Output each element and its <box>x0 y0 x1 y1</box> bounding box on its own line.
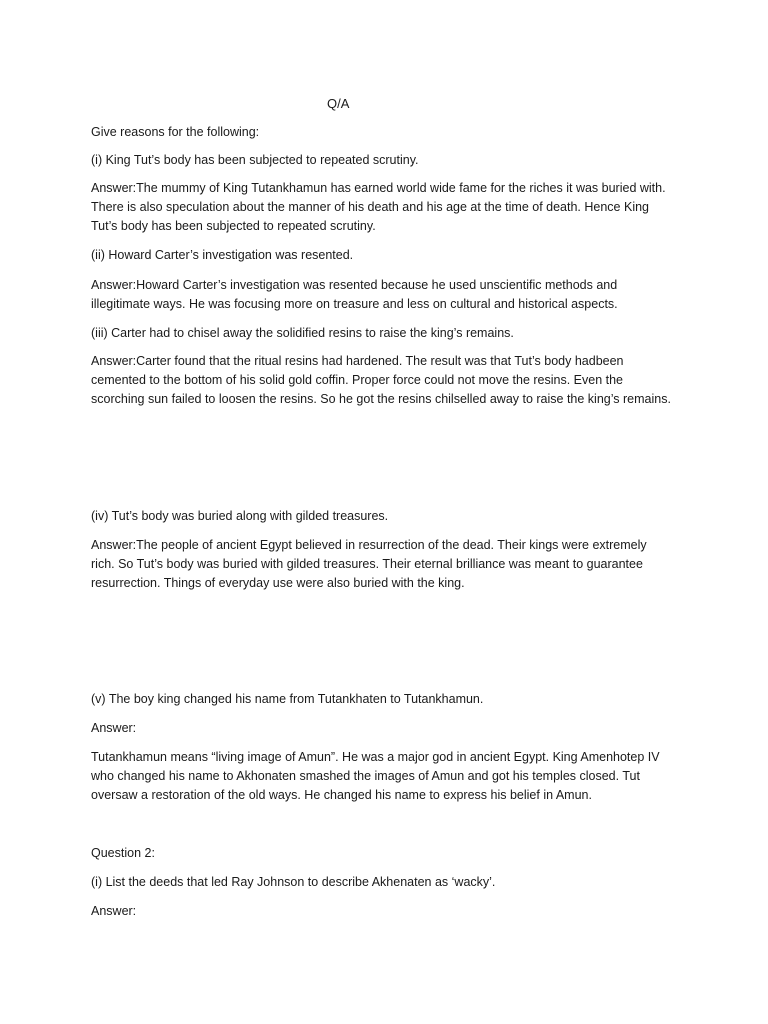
page-title: Q/A <box>327 96 350 111</box>
answer-2-line: Answer:Howard Carter’s investigation was resented because he used unscientific methods and <box>91 278 618 292</box>
question-2-heading: Question 2: <box>91 846 155 860</box>
answer-5-line: oversaw a restoration of the old ways. He changed his name to express his belief in Amun. <box>91 788 592 802</box>
question-1: (i) King Tut’s body has been subjected to repeated scrutiny. <box>91 153 419 167</box>
answer-3-line: scorching sun failed to loosen the resins. So he got the resins chilselled away to raise the king’s remains. <box>91 392 671 406</box>
answer-1 <box>91 179 691 236</box>
question-4: (iv) Tut’s body was buried along with gilded treasures. <box>91 509 389 523</box>
answer-2-line: illegitimate ways. He was focusing more on treasure and less on cultural and historical aspects. <box>91 297 618 311</box>
intro-text: Give reasons for the following: <box>91 125 260 139</box>
answer-1-line: Answer:The mummy of King Tutankhamun has earned world wide fame for the riches it was buried with. <box>91 181 666 195</box>
answer-5-line: Tutankhamun means “living image of Amun”. He was a major god in ancient Egypt. King Amenhotep IV <box>91 750 660 764</box>
answer-3-line: cemented to the bottom of his solid gold coffin. Proper force could not move the resins. Even the <box>91 373 624 387</box>
answer-3-line: Answer:Carter found that the ritual resins had hardened. The result was that Tut’s body hadbeen <box>91 354 624 368</box>
answer-4 <box>91 536 691 593</box>
answer-1-line: Tut’s body has been subjected to repeated scrutiny. <box>91 219 376 233</box>
question-2-item-1-answer-label: Answer: <box>91 904 137 918</box>
answer-4-line: resurrection. Things of everyday use were also buried with the king. <box>91 576 465 590</box>
answer-5-label: Answer: <box>91 721 137 735</box>
answer-2 <box>91 276 691 314</box>
answer-4-line: Answer:The people of ancient Egypt believed in resurrection of the dead. Their kings were extremely <box>91 538 647 552</box>
question-3: (iii) Carter had to chisel away the solidified resins to raise the king’s remains. <box>91 326 514 340</box>
question-2-item-1: (i) List the deeds that led Ray Johnson to describe Akhenaten as ‘wacky’. <box>91 875 496 889</box>
answer-5 <box>91 748 691 805</box>
answer-1-line: There is also speculation about the manner of his death and his age at the time of death. Hence King <box>91 200 649 214</box>
answer-5-line: who changed his name to Akhonaten smashed the images of Amun and got his temples closed. Tut <box>91 769 640 783</box>
answer-4-line: rich. So Tut’s body was buried with gilded treasures. Their eternal brilliance was meant to guarantee <box>91 557 643 571</box>
question-2: (ii) Howard Carter’s investigation was resented. <box>91 248 354 262</box>
answer-3 <box>91 352 691 409</box>
question-5: (v) The boy king changed his name from Tutankhaten to Tutankhamun. <box>91 692 484 706</box>
